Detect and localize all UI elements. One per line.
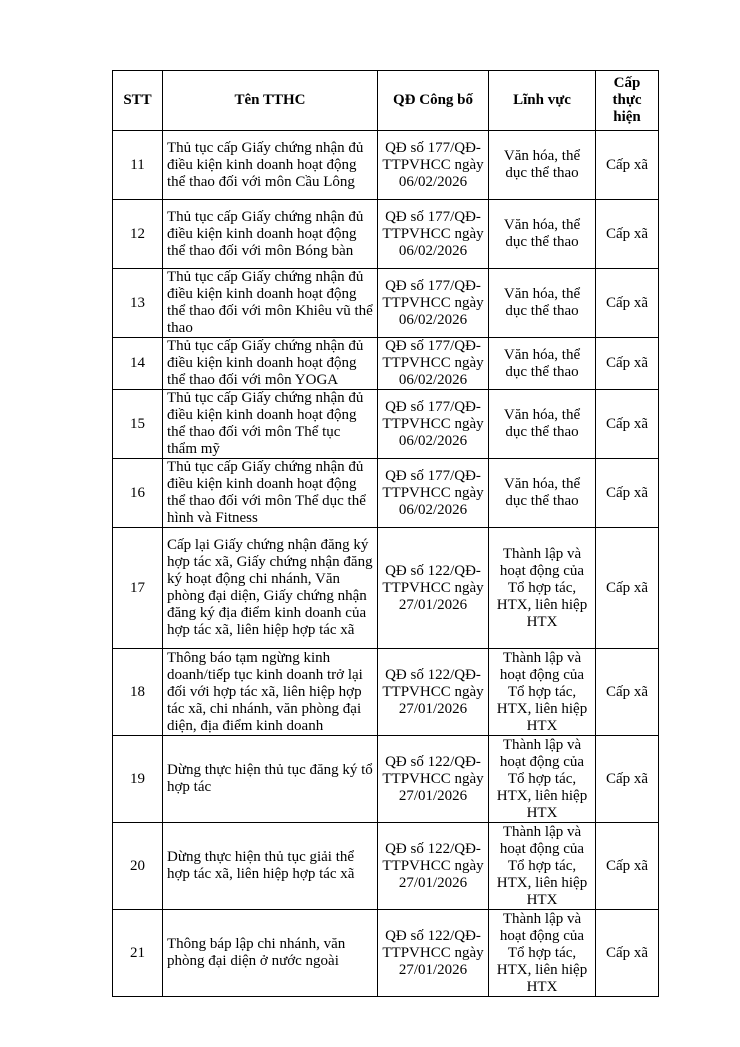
field-cell: Thành lập và hoạt động của Tổ hợp tác, HTX, liên hiệp HTX <box>489 528 596 649</box>
decision-cell: QĐ số 122/QĐ-TTPVHCC ngày 27/01/2026 <box>378 910 489 997</box>
header-row <box>113 71 659 131</box>
procedure-name-cell: Thông báo tạm ngừng kinh doanh/tiếp tục kinh doanh trở lại đối với hợp tác xã, liên hiệp hợp tác xã, chi nhánh, văn phòng đại diện, địa điểm kinh doanh <box>163 649 378 736</box>
level-cell: Cấp xã <box>596 338 659 390</box>
procedure-name-cell: Dừng thực hiện thủ tục giải thể hợp tác xã, liên hiệp hợp tác xã <box>163 823 378 910</box>
field-cell: Văn hóa, thể dục thể thao <box>489 269 596 338</box>
level-cell: Cấp xã <box>596 459 659 528</box>
stt-cell: 21 <box>113 910 163 997</box>
procedures-table <box>112 70 659 997</box>
field-cell: Thành lập và hoạt động của Tổ hợp tác, HTX, liên hiệp HTX <box>489 649 596 736</box>
table-row <box>113 269 659 338</box>
stt-cell: 20 <box>113 823 163 910</box>
table-row <box>113 338 659 390</box>
stt-cell: 15 <box>113 390 163 459</box>
procedure-name-cell: Dừng thực hiện thủ tục đăng ký tổ hợp tác <box>163 736 378 823</box>
table-row <box>113 131 659 200</box>
table-row <box>113 649 659 736</box>
field-cell: Thành lập và hoạt động của Tổ hợp tác, HTX, liên hiệp HTX <box>489 910 596 997</box>
field-cell: Văn hóa, thể dục thể thao <box>489 200 596 269</box>
stt-cell: 19 <box>113 736 163 823</box>
decision-cell: QĐ số 122/QĐ-TTPVHCC ngày 27/01/2026 <box>378 649 489 736</box>
procedure-name-cell: Thủ tục cấp Giấy chứng nhận đủ điều kiện kinh doanh hoạt động thể thao đối với môn Cầu Lông <box>163 131 378 200</box>
field-cell: Văn hóa, thể dục thể thao <box>489 338 596 390</box>
field-cell: Văn hóa, thể dục thể thao <box>489 390 596 459</box>
stt-cell: 12 <box>113 200 163 269</box>
header-procedure-name: Tên TTHC <box>163 71 378 131</box>
field-cell: Thành lập và hoạt động của Tổ hợp tác, HTX, liên hiệp HTX <box>489 736 596 823</box>
level-cell: Cấp xã <box>596 823 659 910</box>
table-row <box>113 459 659 528</box>
decision-cell: QĐ số 122/QĐ-TTPVHCC ngày 27/01/2026 <box>378 736 489 823</box>
field-cell: Văn hóa, thể dục thể thao <box>489 459 596 528</box>
header-level: Cấp thực hiện <box>596 71 659 131</box>
procedure-name-cell: Thủ tục cấp Giấy chứng nhận đủ điều kiện kinh doanh hoạt động thể thao đối với môn YOGA <box>163 338 378 390</box>
decision-cell: QĐ số 177/QĐ-TTPVHCC ngày 06/02/2026 <box>378 459 489 528</box>
level-cell: Cấp xã <box>596 910 659 997</box>
table-body <box>113 131 659 997</box>
level-cell: Cấp xã <box>596 528 659 649</box>
table-header <box>113 71 659 131</box>
procedure-name-cell: Cấp lại Giấy chứng nhận đăng ký hợp tác xã, Giấy chứng nhận đăng ký hoạt động chi nhánh, Văn phòng đại diện, Giấy chứng nhận đăng ký địa điểm kinh doanh của hợp tác xã, liên hiệp hợp tác xã <box>163 528 378 649</box>
level-cell: Cấp xã <box>596 200 659 269</box>
field-cell: Thành lập và hoạt động của Tổ hợp tác, HTX, liên hiệp HTX <box>489 823 596 910</box>
field-cell: Văn hóa, thể dục thể thao <box>489 131 596 200</box>
level-cell: Cấp xã <box>596 131 659 200</box>
stt-cell: 16 <box>113 459 163 528</box>
table-row <box>113 736 659 823</box>
decision-cell: QĐ số 122/QĐ-TTPVHCC ngày 27/01/2026 <box>378 823 489 910</box>
decision-cell: QĐ số 177/QĐ-TTPVHCC ngày 06/02/2026 <box>378 269 489 338</box>
stt-cell: 17 <box>113 528 163 649</box>
table-row <box>113 200 659 269</box>
header-decision: QĐ Công bố <box>378 71 489 131</box>
stt-cell: 18 <box>113 649 163 736</box>
header-field: Lĩnh vực <box>489 71 596 131</box>
table-row <box>113 390 659 459</box>
decision-cell: QĐ số 177/QĐ-TTPVHCC ngày 06/02/2026 <box>378 131 489 200</box>
level-cell: Cấp xã <box>596 269 659 338</box>
table-row <box>113 823 659 910</box>
procedure-name-cell: Thủ tục cấp Giấy chứng nhận đủ điều kiện kinh doanh hoạt động thể thao đối với môn Bóng bàn <box>163 200 378 269</box>
level-cell: Cấp xã <box>596 649 659 736</box>
procedure-name-cell: Thủ tục cấp Giấy chứng nhận đủ điều kiện kinh doanh hoạt động thể thao đối với môn Khiêu vũ thể thao <box>163 269 378 338</box>
decision-cell: QĐ số 177/QĐ-TTPVHCC ngày 06/02/2026 <box>378 200 489 269</box>
procedure-name-cell: Thông báp lập chi nhánh, văn phòng đại diện ở nước ngoài <box>163 910 378 997</box>
decision-cell: QĐ số 177/QĐ-TTPVHCC ngày 06/02/2026 <box>378 338 489 390</box>
decision-cell: QĐ số 177/QĐ-TTPVHCC ngày 06/02/2026 <box>378 390 489 459</box>
stt-cell: 11 <box>113 131 163 200</box>
header-stt: STT <box>113 71 163 131</box>
table-row <box>113 528 659 649</box>
level-cell: Cấp xã <box>596 736 659 823</box>
decision-cell: QĐ số 122/QĐ-TTPVHCC ngày 27/01/2026 <box>378 528 489 649</box>
level-cell: Cấp xã <box>596 390 659 459</box>
stt-cell: 13 <box>113 269 163 338</box>
procedure-name-cell: Thủ tục cấp Giấy chứng nhận đủ điều kiện kinh doanh hoạt động thể thao đối với môn Thể dục thể hình và Fitness <box>163 459 378 528</box>
procedure-name-cell: Thủ tục cấp Giấy chứng nhận đủ điều kiện kinh doanh hoạt động thể thao đối với môn Thể tục thẩm mỹ <box>163 390 378 459</box>
stt-cell: 14 <box>113 338 163 390</box>
table-row <box>113 910 659 997</box>
